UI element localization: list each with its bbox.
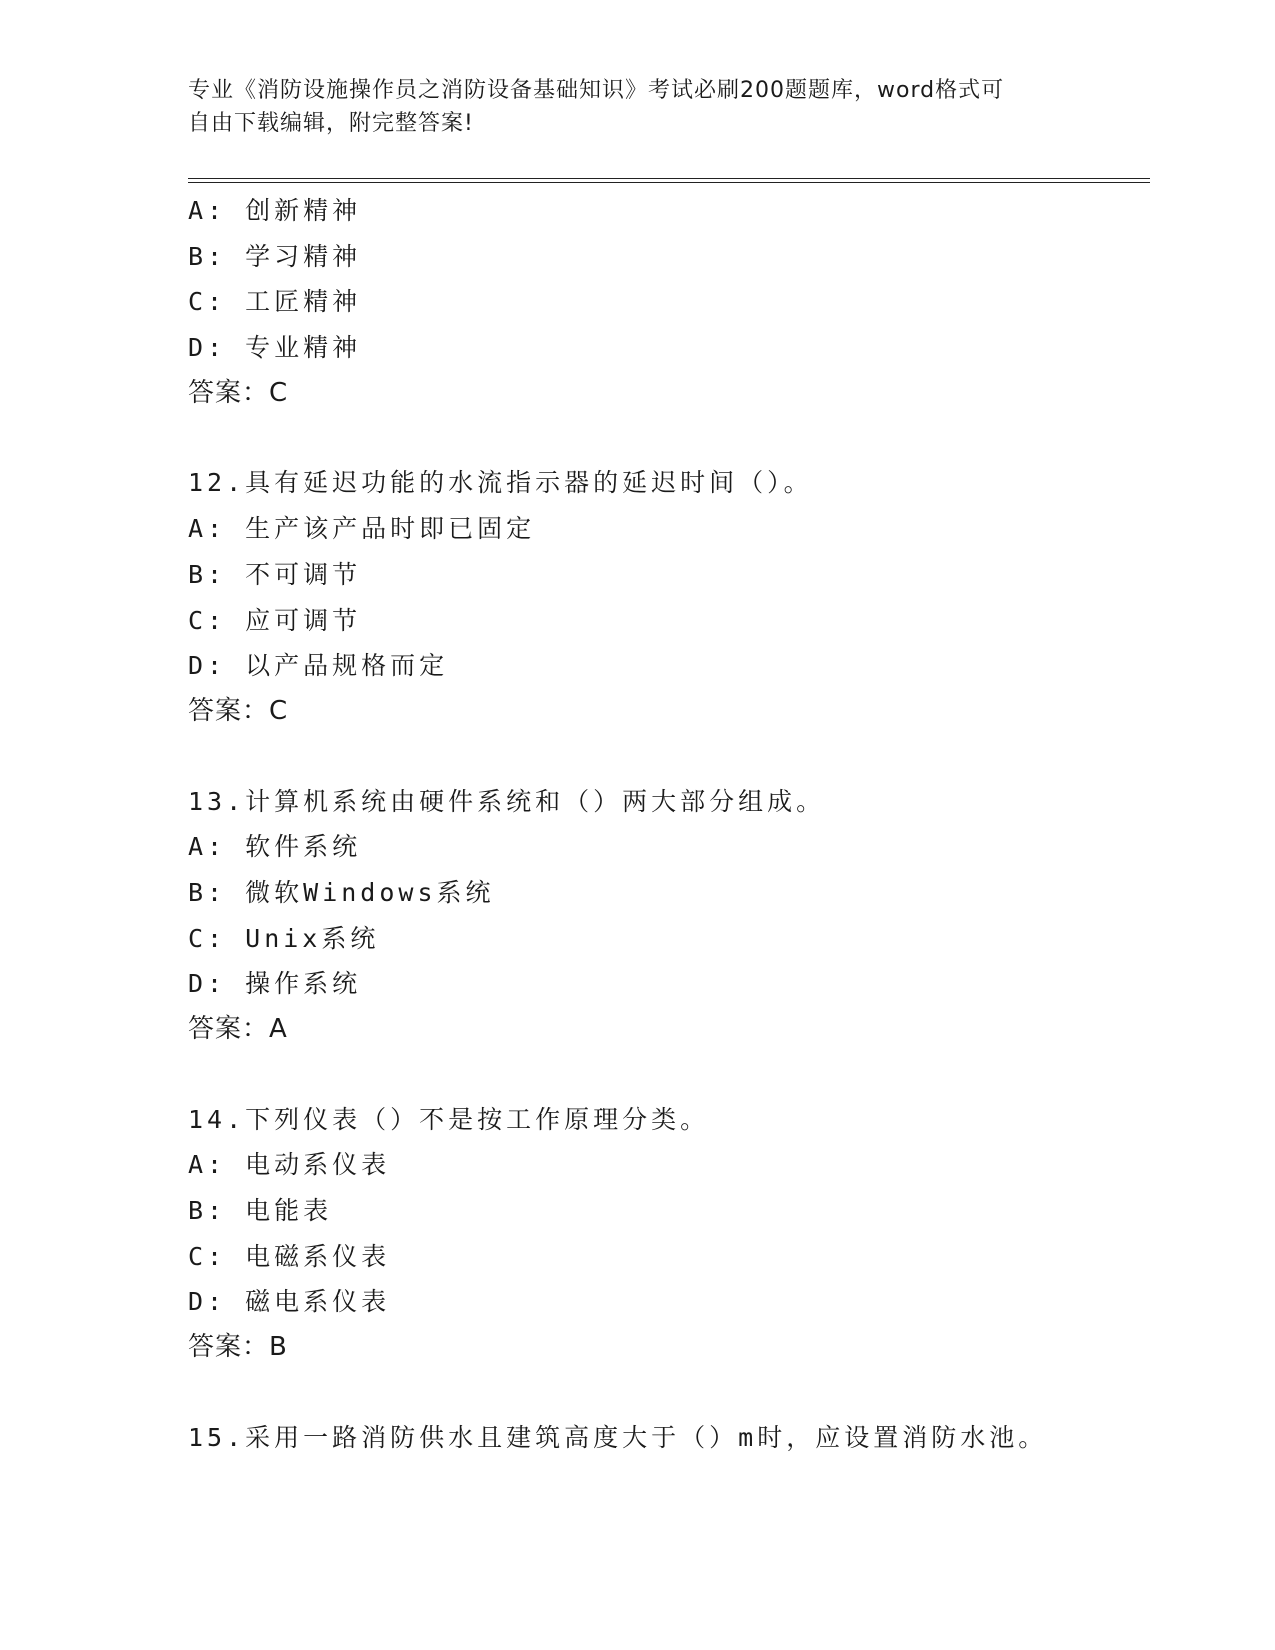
option-c: C: 工匠精神 <box>188 287 362 317</box>
option-c: C: 应可调节 <box>188 605 362 635</box>
option-a: A: 创新精神 <box>188 196 362 225</box>
question-block-14 <box>188 1097 1148 1371</box>
option-a: A: 软件系统 <box>188 832 362 862</box>
header-divider <box>188 178 1150 183</box>
question-text: 15.采用一路消防供水且建筑高度大于（）m时，应设置消防水池。 <box>188 1422 1048 1452</box>
option-b: B: 不可调节 <box>188 559 362 589</box>
document-header <box>188 74 1088 140</box>
option-b: B: 学习精神 <box>188 241 362 271</box>
question-text: 13.计算机系统由硬件系统和（）两大部分组成。 <box>188 786 826 816</box>
question-block-15 <box>188 1415 1148 1461</box>
question-list <box>188 188 1148 1461</box>
spacer <box>188 1371 1148 1415</box>
answer-line: 答案：C <box>188 695 289 726</box>
question-text: 14.下列仪表（）不是按工作原理分类。 <box>188 1104 710 1134</box>
spacer <box>188 1053 1148 1097</box>
header-line-2: 自由下载编辑，附完整答案! <box>188 111 474 136</box>
spacer <box>188 416 1148 460</box>
question-block-11 <box>188 188 1148 416</box>
option-d: D: 专业精神 <box>188 333 362 363</box>
option-c: C: 电磁系仪表 <box>188 1241 391 1271</box>
answer-line: 答案：C <box>188 377 289 408</box>
option-c: C: Unix系统 <box>188 923 380 953</box>
option-b: B: 电能表 <box>188 1196 333 1226</box>
option-d: D: 以产品规格而定 <box>188 651 449 681</box>
option-a: A: 电动系仪表 <box>188 1150 391 1180</box>
question-text: 12.具有延迟功能的水流指示器的延迟时间（）。 <box>188 468 813 498</box>
question-block-13 <box>188 779 1148 1053</box>
spacer <box>188 735 1148 779</box>
question-block-12 <box>188 460 1148 734</box>
option-a: A: 生产该产品时即已固定 <box>188 514 536 544</box>
option-b: B: 微软Windows系统 <box>188 877 495 907</box>
option-d: D: 操作系统 <box>188 969 362 999</box>
option-d: D: 磁电系仪表 <box>188 1287 391 1317</box>
answer-line: 答案：B <box>188 1332 288 1363</box>
header-line-1: 专业《消防设施操作员之消防设备基础知识》考试必刷200题题库，word格式可 <box>188 78 1005 103</box>
answer-line: 答案：A <box>188 1014 288 1044</box>
